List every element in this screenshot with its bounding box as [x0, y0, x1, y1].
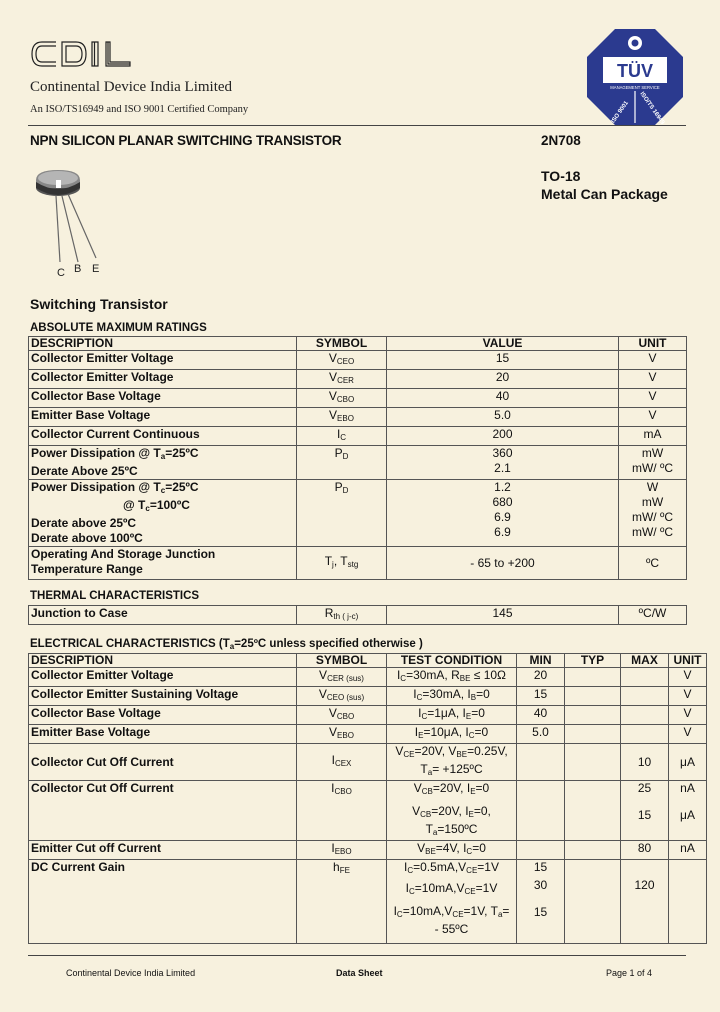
row-value: - 65 to +200	[387, 547, 619, 580]
row-description: Emitter Base Voltage	[29, 725, 297, 744]
table-row	[29, 781, 707, 841]
row-symbol: $V_{EBO}$	[297, 725, 387, 744]
row-description: Collector Cut Off Current	[29, 744, 297, 781]
row-condition: $I_C=30mA$, $I_B=0$	[387, 687, 517, 706]
footer-page-number: Page 1 of 4	[606, 968, 653, 978]
row-unit: mW mW/ ºC	[619, 446, 687, 480]
table-row	[29, 606, 687, 625]
row-symbol: $I_{CBO}$	[297, 781, 387, 841]
row-description: Collector Current Continuous	[29, 427, 297, 446]
row-symbol: $I_{CEX}$	[297, 744, 387, 781]
table-row	[29, 706, 707, 725]
row-description: Collector Emitter Voltage	[29, 370, 297, 389]
row-description: Junction to Case	[29, 606, 297, 625]
row-max: 80	[621, 841, 669, 860]
row-unit: V	[669, 706, 707, 725]
row-symbol: $V_{EBO}$	[297, 408, 387, 427]
row-condition: $V_{CE}=20V$, $V_{BE}=0.25V$, $T_a=$ +125ºC	[387, 744, 517, 781]
row-max	[621, 687, 669, 706]
col-header: DESCRIPTION	[29, 654, 297, 668]
header-divider	[28, 125, 686, 126]
package-description: Metal Can Package	[541, 186, 668, 202]
row-symbol: $P_D$	[297, 480, 387, 547]
row-max	[621, 725, 669, 744]
section-subtitle: Switching Transistor	[30, 296, 168, 312]
absolute-max-heading: ABSOLUTE MAXIMUM RATINGS	[30, 322, 207, 334]
row-unit: μA	[669, 744, 707, 781]
row-symbol: $V_{CEO}$	[297, 351, 387, 370]
thermal-table	[28, 605, 687, 625]
row-value: 20	[387, 370, 619, 389]
part-number: 2N708	[541, 133, 581, 148]
table-row	[29, 446, 687, 480]
row-description: Power Dissipation @ $T_c=25ºC$ @ $T_c=100ºC$ Derate above 25ºC Derate above 100ºC	[29, 480, 297, 547]
table-row	[29, 427, 687, 446]
row-unit: nA μA	[669, 781, 707, 841]
row-max: 10	[621, 744, 669, 781]
table-row	[29, 687, 707, 706]
row-condition: $V_{BE}=4V$, $I_C=0$	[387, 841, 517, 860]
row-unit: ºC	[619, 547, 687, 580]
row-symbol: $V_{CEO (sus)}$	[297, 687, 387, 706]
table-row	[29, 841, 707, 860]
row-min: 20	[517, 668, 565, 687]
row-min	[517, 781, 565, 841]
row-condition: $I_C=0.5mA,V_{CE}=1V$ $I_C=10mA,V_{CE}=1V$ $I_C=10mA,V_{CE}=1V$, $T_a=$ - 55ºC	[387, 860, 517, 944]
footer-doc-type: Data Sheet	[336, 968, 383, 978]
row-unit: nA	[669, 841, 707, 860]
row-symbol: $I_{EBO}$	[297, 841, 387, 860]
row-description: Collector Cut Off Current	[29, 781, 297, 841]
row-unit: V	[669, 668, 707, 687]
row-typ	[565, 725, 621, 744]
row-symbol: $V_{CER}$	[297, 370, 387, 389]
row-symbol: $V_{CBO}$	[297, 389, 387, 408]
row-value: 5.0	[387, 408, 619, 427]
row-min: 40	[517, 706, 565, 725]
absolute-max-table	[28, 336, 687, 580]
row-min: 5.0	[517, 725, 565, 744]
table-row	[29, 408, 687, 427]
row-unit: V	[669, 725, 707, 744]
col-header: MAX	[621, 654, 669, 668]
table-row	[29, 860, 707, 944]
row-description: DC Current Gain	[29, 860, 297, 944]
row-symbol: $I_C$	[297, 427, 387, 446]
row-unit: V	[619, 370, 687, 389]
col-header: VALUE	[387, 337, 619, 351]
row-max: 120	[621, 860, 669, 944]
tuv-iso9001-text: ISO 9001	[610, 100, 630, 125]
table-row	[29, 480, 687, 547]
row-condition: $I_C=30mA$, $R_{BE} \le 10\Omega$	[387, 668, 517, 687]
row-value: 360 2.1	[387, 446, 619, 480]
certification-line: An ISO/TS16949 and ISO 9001 Certified Company	[30, 104, 249, 115]
row-unit	[669, 860, 707, 944]
row-value: 1.2 680 6.9 6.9	[387, 480, 619, 547]
row-description: Collector Emitter Voltage	[29, 668, 297, 687]
electrical-heading: ELECTRICAL CHARACTERISTICS ($T_a=25ºC$ unless specified otherwise )	[30, 638, 423, 651]
row-typ	[565, 841, 621, 860]
row-typ	[565, 860, 621, 944]
row-unit: W mW mW/ ºC mW/ ºC	[619, 480, 687, 547]
row-symbol: $V_{CBO}$	[297, 706, 387, 725]
row-description: Collector Base Voltage	[29, 389, 297, 408]
row-description: Collector Emitter Sustaining Voltage	[29, 687, 297, 706]
row-value: 145	[387, 606, 619, 625]
row-typ	[565, 706, 621, 725]
footer-divider	[28, 955, 686, 956]
tuv-brand-text: TÜV	[617, 61, 653, 81]
table-row	[29, 370, 687, 389]
row-description: Collector Base Voltage	[29, 706, 297, 725]
col-header: SYMBOL	[297, 654, 387, 668]
row-typ	[565, 744, 621, 781]
row-typ	[565, 781, 621, 841]
company-name: Continental Device India Limited	[30, 79, 233, 95]
row-symbol: $T_j$, $T_{stg}$	[297, 547, 387, 580]
row-symbol: $R_{th ( j-c)}$	[297, 606, 387, 625]
footer-company: Continental Device India Limited	[66, 968, 196, 978]
row-value: 40	[387, 389, 619, 408]
cdil-logo	[30, 38, 135, 70]
row-symbol: $P_D$	[297, 446, 387, 480]
row-unit: V	[619, 351, 687, 370]
row-max	[621, 706, 669, 725]
pin-label-b: B	[74, 263, 82, 275]
table-header-row	[29, 654, 707, 668]
col-header: DESCRIPTION	[29, 337, 297, 351]
row-max: 25 15	[621, 781, 669, 841]
table-row	[29, 547, 687, 580]
product-title: NPN SILICON PLANAR SWITCHING TRANSISTOR	[30, 133, 342, 148]
row-value: 200	[387, 427, 619, 446]
row-condition: $I_C=1\mu A$, $I_E=0$	[387, 706, 517, 725]
row-condition: $I_E=10\mu A$, $I_C=0$	[387, 725, 517, 744]
row-typ	[565, 687, 621, 706]
col-header: SYMBOL	[297, 337, 387, 351]
row-typ	[565, 668, 621, 687]
tuv-caption-text: MANAGEMENT SERVICE	[610, 85, 660, 90]
row-description: Power Dissipation @ $T_a=25ºC$ Derate Above 25ºC	[29, 446, 297, 480]
package-type: TO-18	[541, 168, 581, 184]
row-unit: ºC/W	[619, 606, 687, 625]
row-unit: V	[619, 389, 687, 408]
col-header: TEST CONDITION	[387, 654, 517, 668]
tuv-certification-seal	[585, 27, 685, 127]
row-description: Emitter Cut off Current	[29, 841, 297, 860]
col-header: UNIT	[619, 337, 687, 351]
tuv-iso16949-text: ISO/TS 16949	[638, 91, 666, 126]
thermal-heading: THERMAL CHARACTERISTICS	[30, 590, 200, 602]
row-value: 15	[387, 351, 619, 370]
table-row	[29, 351, 687, 370]
row-symbol: $V_{CER (sus)}$	[297, 668, 387, 687]
row-min: 15 30 15	[517, 860, 565, 944]
pin-label-e: E	[92, 263, 100, 275]
row-description: Operating And Storage Junction Temperature Range	[29, 547, 297, 580]
row-unit: mA	[619, 427, 687, 446]
table-row	[29, 668, 707, 687]
table-row	[29, 389, 687, 408]
row-min: 15	[517, 687, 565, 706]
col-header: MIN	[517, 654, 565, 668]
pin-label-c: C	[57, 267, 65, 279]
row-min	[517, 744, 565, 781]
table-row	[29, 744, 707, 781]
row-symbol: $h_{FE}$	[297, 860, 387, 944]
row-condition: $V_{CB}=20V$, $I_E=0$ $V_{CB}=20V$, $I_E=0$, $T_a=150ºC$	[387, 781, 517, 841]
table-row	[29, 725, 707, 744]
row-description: Emitter Base Voltage	[29, 408, 297, 427]
electrical-table	[28, 653, 707, 944]
col-header: UNIT	[669, 654, 707, 668]
row-unit: V	[669, 687, 707, 706]
table-header-row	[29, 337, 687, 351]
row-max	[621, 668, 669, 687]
to18-transistor-image	[30, 162, 120, 282]
col-header: TYP	[565, 654, 621, 668]
row-min	[517, 841, 565, 860]
row-description: Collector Emitter Voltage	[29, 351, 297, 370]
row-unit: V	[619, 408, 687, 427]
